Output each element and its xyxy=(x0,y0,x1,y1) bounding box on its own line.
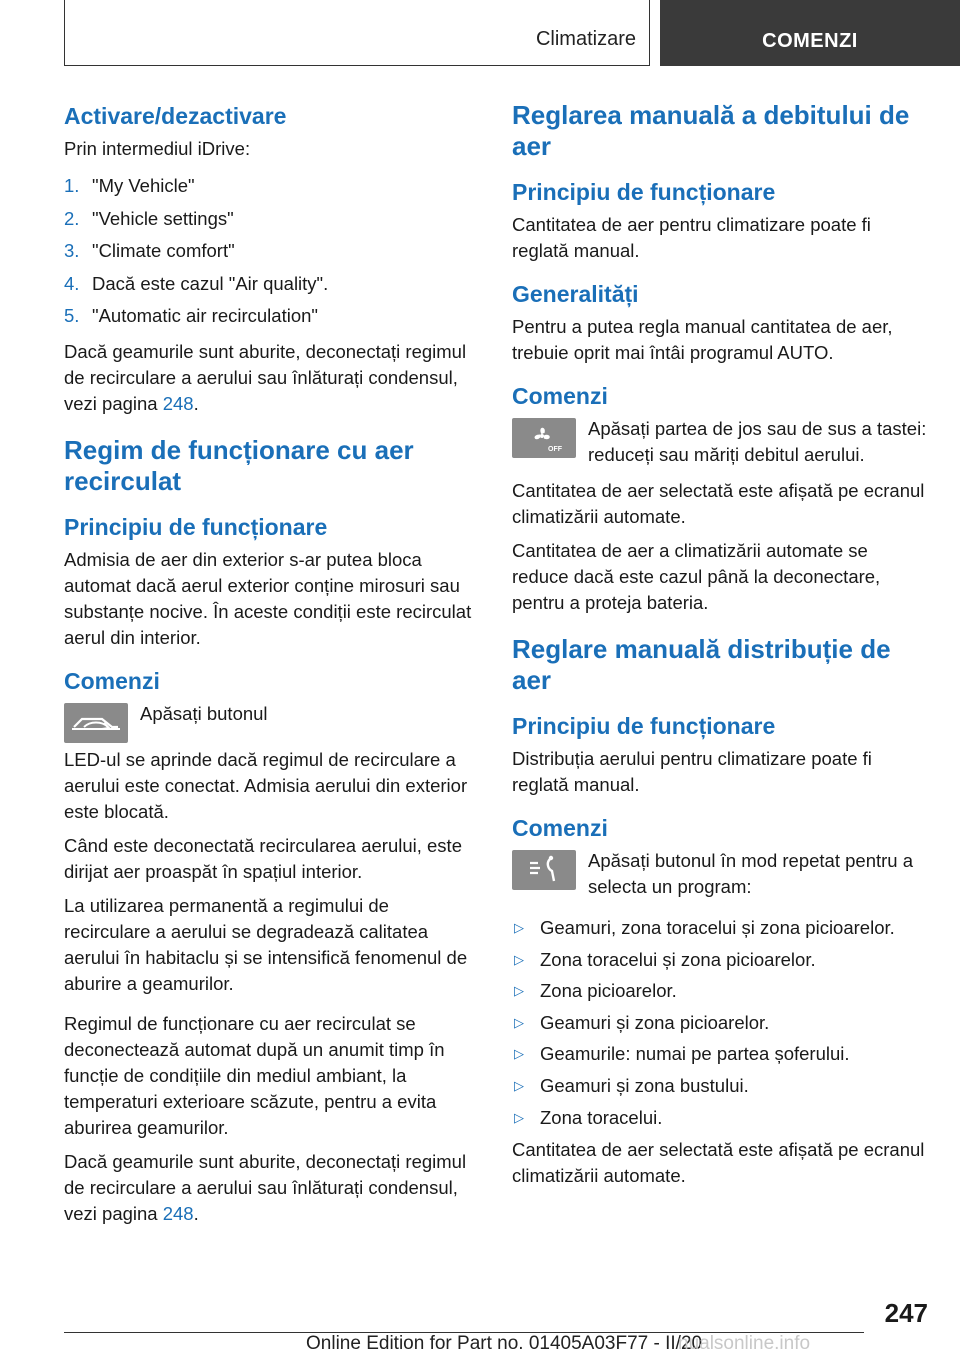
text-reduce: Cantitatea de aer a climatizării automate se reduce dacă este cazul până la deconectare, pentru a proteja bateria. xyxy=(512,540,881,613)
heading-principiu: Principiu de funcționare xyxy=(64,513,328,540)
step-item: 2. "Vehicle settings" xyxy=(64,207,234,229)
list-item: ▷ Geamuri, zona toracelui și zona picioarelor. xyxy=(512,912,928,944)
distrib-row xyxy=(512,848,928,900)
list-item: ▷ Geamurile: numai pe partea șoferului. xyxy=(512,1038,928,1070)
svg-text:OFF: OFF xyxy=(548,446,562,453)
fan-off-icon xyxy=(512,418,576,458)
text-cantitatea-1: Cantitatea de aer pentru climatizare poate fi reglată manual. xyxy=(512,214,871,261)
text-apasati: Apăsați butonul xyxy=(140,702,268,724)
heading-generalitati: Generalități xyxy=(512,281,639,307)
right-column xyxy=(512,100,928,1197)
idrive-steps xyxy=(64,170,480,333)
text-admisia: Admisia de aer din exterior s-ar putea bloca automat dacă aerul exterior conține mirosuri sau substanțe nocive. În aceste condiții este recirculat aerul din interior. xyxy=(64,548,472,648)
triangle-bullet-icon: ▷ xyxy=(514,1046,524,1062)
footer-edition: Online Edition for Part no. 01405A03F77 - II/20 xyxy=(306,1333,703,1354)
watermark: nualsonline.info xyxy=(678,1333,811,1354)
triangle-bullet-icon: ▷ xyxy=(514,920,524,935)
text-afisata-2: Cantitatea de aer selectată este afișată pe ecranul climatizării automate. xyxy=(512,1139,925,1187)
distribution-options xyxy=(512,912,928,1133)
step-item: 5. "Automatic air recirculation" xyxy=(64,305,318,326)
triangle-bullet-icon: ▷ xyxy=(514,983,524,999)
text-generalitati: Pentru a putea regla manual cantitatea de aer, trebuie oprit mai întâi programul AUTO. xyxy=(512,316,893,363)
step-item: 4. Dacă este cazul "Air quality". xyxy=(64,272,329,294)
step-item: 3. "Climate comfort" xyxy=(64,240,235,261)
page-number: 247 xyxy=(884,1298,928,1328)
text-idrive: Prin intermediul iDrive: xyxy=(64,138,251,159)
triangle-bullet-icon: ▷ xyxy=(514,951,524,967)
triangle-bullet-icon: ▷ xyxy=(514,1109,524,1125)
list-item: ▷ Geamuri și zona bustului. xyxy=(512,1070,928,1102)
recirculation-icon xyxy=(64,703,128,743)
air-distribution-icon xyxy=(512,850,576,890)
recirc-row xyxy=(64,701,480,743)
list-item: ▷ Zona picioarelor. xyxy=(512,975,928,1007)
text-fog-1: Dacă geamurile sunt aburite, deconectați regimul de recirculare a aerului sau înlăturați condensul, vezi pagina 248. xyxy=(64,340,467,414)
page-link-248[interactable]: 248 xyxy=(162,392,194,414)
list-item: ▷ Zona toracelui. xyxy=(512,1102,928,1134)
text-utilizarea: La utilizarea permanentă a regimului de recirculare a aerului se degradează calitatea aerului în habitaclu și se intensifică fenomenul de aburire a geamurilor. xyxy=(64,894,468,994)
left-column xyxy=(64,100,480,1235)
text-regimul: Regimul de funcționare cu aer recirculat se deconectează automat după un anumit timp în funcție de condițiile din mediul ambiant, la temperaturi exterioare scăzute, pentru a evita aburirea geamurilor. xyxy=(64,1012,445,1138)
fan-row xyxy=(512,416,928,468)
heading-principiu-distributie: Principiu de funcționare xyxy=(512,713,776,739)
header-section-title: Climatizare xyxy=(535,28,636,50)
text-program: Apăsați butonul în mod repetat pentru a selecta un program: xyxy=(588,850,913,897)
triangle-bullet-icon: ▷ xyxy=(514,1077,524,1093)
heading-distributie: Reglare manuală distribuție de aer xyxy=(512,634,891,695)
header-chapter-tab: COMENZI xyxy=(660,0,960,66)
list-item: ▷ Geamuri și zona picioarelor. xyxy=(512,1007,928,1039)
heading-activare: Activare/dezactivare xyxy=(64,103,287,129)
text-afisata-1: Cantitatea de aer selectată este afișată pe ecranul climatizării automate. xyxy=(512,480,925,527)
text-distributia: Distribuția aerului pentru climatizare poate fi reglată manual. xyxy=(512,748,872,795)
step-item: 1. "My Vehicle" xyxy=(64,175,195,196)
page-header xyxy=(64,0,960,66)
list-item: ▷ Zona toracelui și zona picioarelor. xyxy=(512,944,928,976)
text-fan: Apăsați partea de jos sau de sus a tastei: reduceți sau măriți debitul aerului. xyxy=(588,418,927,465)
triangle-bullet-icon: ▷ xyxy=(514,1014,524,1030)
text-cand: Când este deconectată recircularea aerului, este dirijat aer proaspăt în spațiul interior. xyxy=(64,834,462,882)
heading-principiu-debit: Principiu de funcționare xyxy=(512,179,776,205)
heading-comenzi-distributie: Comenzi xyxy=(512,815,608,841)
page-link-248[interactable]: 248 xyxy=(162,1202,194,1224)
heading-regim-recirculat: Regim de funcționare cu aer recirculat xyxy=(64,434,414,496)
heading-comenzi: Comenzi xyxy=(64,667,160,694)
heading-debit: Reglarea manuală a debitului de aer xyxy=(512,100,910,161)
text-led: LED-ul se aprinde dacă regimul de recirculare a aerului este conectat. Admisia aerului din exterior este blocată. xyxy=(64,748,468,822)
text-fog-2: Dacă geamurile sunt aburite, deconectați regimul de recirculare a aerului sau înlăturați condensul, vezi pagina 248. xyxy=(64,1150,467,1224)
heading-comenzi-debit: Comenzi xyxy=(512,383,608,409)
